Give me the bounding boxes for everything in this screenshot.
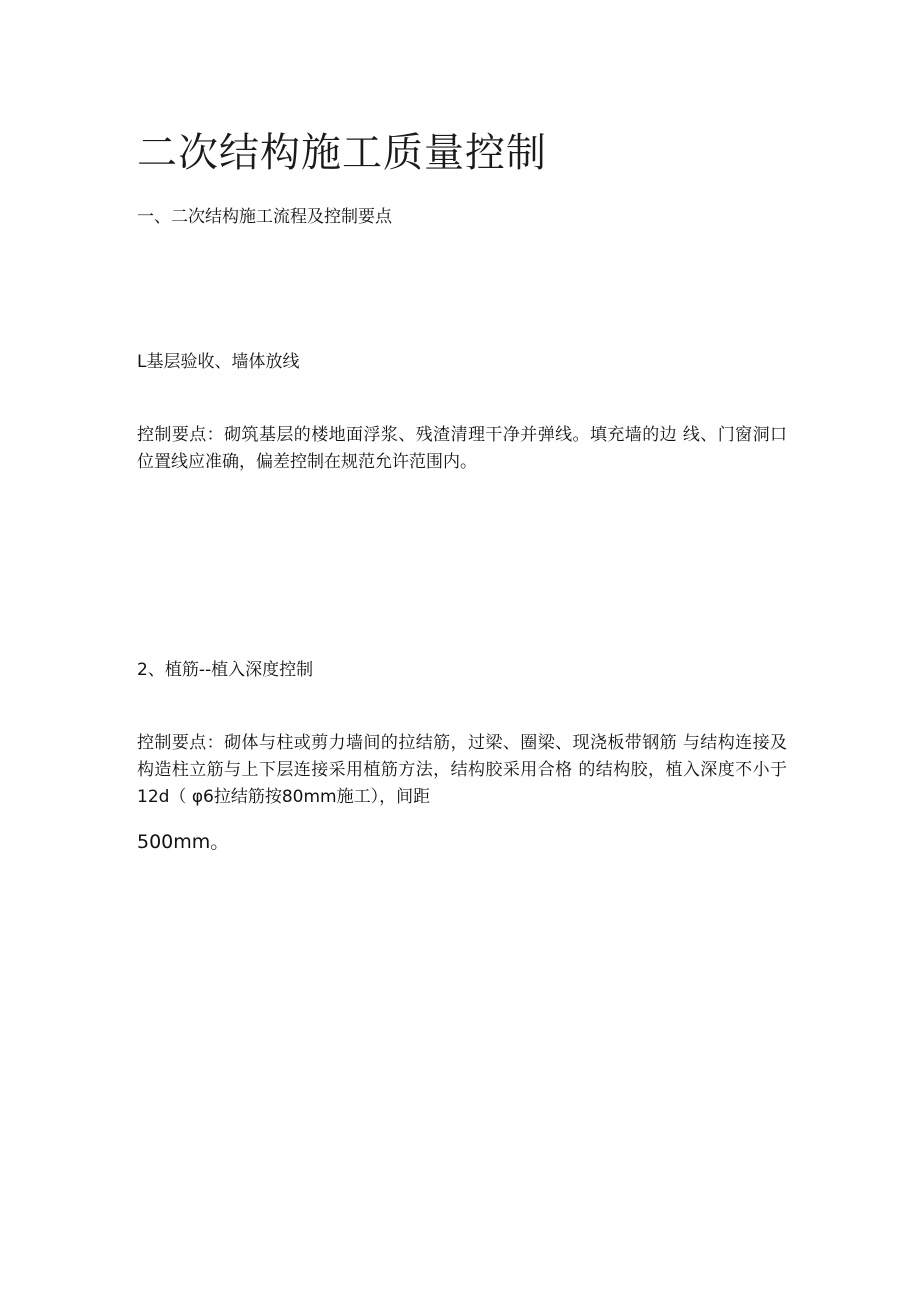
- item-text-1: 控制要点：砌筑基层的楼地面浮浆、残渣清理干净并弹线。填充墙的边 线、门窗洞口位置线应准确，偏差控制在规范允许范围内。: [137, 425, 787, 472]
- item-heading-2: 2、植筋--植入深度控制: [137, 660, 314, 680]
- item-text-2: 控制要点：砌体与柱或剪力墙间的拉结筋，过梁、圈梁、现浇板带钢筋 与结构连接及构造柱立筋与上下层连接采用植筋方法，结构胶采用合格 的结构胶，植入深度不小于12d（ φ6拉结筋按80mm施工），间距: [137, 733, 787, 807]
- item-text-2-tail: 500mm。: [137, 831, 230, 853]
- item-heading-1: L基层验收、墙体放线: [137, 352, 300, 372]
- section-heading: 一、二次结构施工流程及控制要点: [137, 207, 392, 227]
- document-title: 二次结构施工质量控制: [137, 130, 547, 176]
